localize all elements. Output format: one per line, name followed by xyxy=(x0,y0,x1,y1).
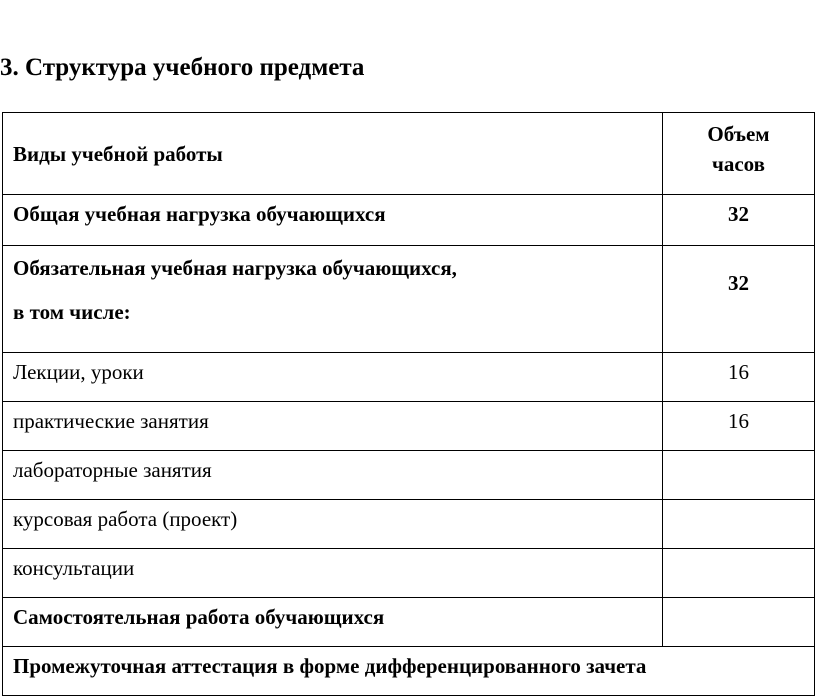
row-label xyxy=(3,246,663,353)
header-hours-line1: Объем xyxy=(707,122,770,146)
row-value xyxy=(663,451,815,500)
row-label: лабораторные занятия xyxy=(3,451,663,500)
row-value: 32 xyxy=(663,195,815,246)
row-value xyxy=(663,598,815,647)
table-row-lectures xyxy=(3,353,815,402)
row-label-line1: Обязательная учебная нагрузка обучающихся, xyxy=(13,256,457,280)
table-row-total-load xyxy=(3,195,815,246)
row-value xyxy=(663,549,815,598)
row-label: консультации xyxy=(3,549,663,598)
structure-table xyxy=(2,112,815,696)
row-label: Лекции, уроки xyxy=(3,353,663,402)
table-row-coursework xyxy=(3,500,815,549)
row-label: Общая учебная нагрузка обучающихся xyxy=(3,195,663,246)
table-row-lab xyxy=(3,451,815,500)
row-value xyxy=(663,500,815,549)
table-header-row xyxy=(3,113,815,195)
row-label-line2: в том числе: xyxy=(13,300,131,324)
row-value: 16 xyxy=(663,353,815,402)
table-row-mandatory-load xyxy=(3,246,815,353)
row-value: 16 xyxy=(663,402,815,451)
table-row-independent-work xyxy=(3,598,815,647)
row-label: курсовая работа (проект) xyxy=(3,500,663,549)
header-work-types-label: Виды учебной работы xyxy=(13,141,223,166)
header-work-types xyxy=(3,113,663,195)
row-label: Промежуточная аттестация в форме дифференцированного зачета xyxy=(3,647,815,696)
row-value: 32 xyxy=(663,246,815,353)
header-hours-line2: часов xyxy=(712,152,765,176)
table-row-practical xyxy=(3,402,815,451)
table-row-intermediate-assessment xyxy=(3,647,815,696)
page-title: 3. Структура учебного предмета xyxy=(0,54,365,81)
row-label: практические занятия xyxy=(3,402,663,451)
header-hours xyxy=(663,113,815,195)
row-label: Самостоятельная работа обучающихся xyxy=(3,598,663,647)
table-row-consultations xyxy=(3,549,815,598)
